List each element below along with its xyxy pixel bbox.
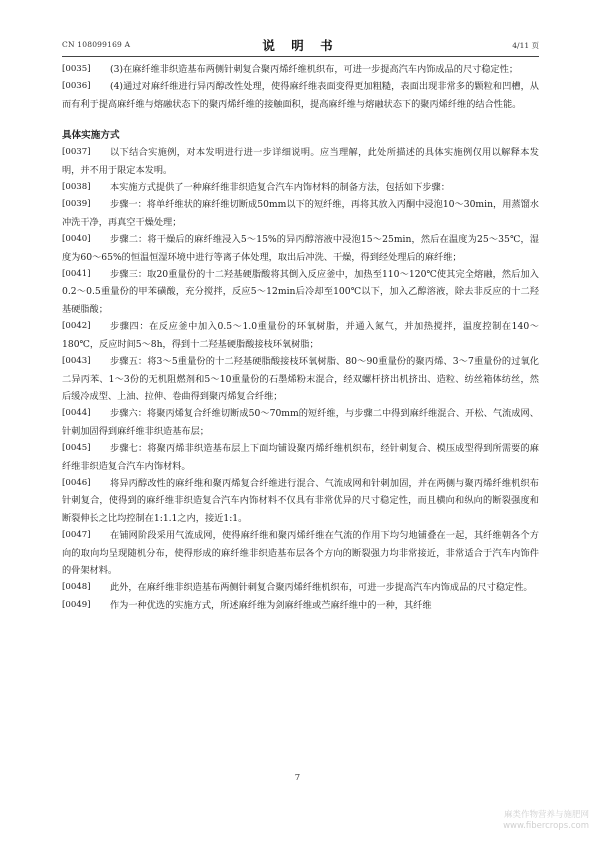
paragraph-text: 步骤一：将单纤维状的麻纤维切断成50mm以下的短纤维，再将其放入丙酮中浸泡10～30min，用蒸馏水冲洗干净，再真空干燥处理； (62, 199, 539, 228)
patent-number: CN 108099169 A (62, 40, 131, 49)
paragraph-0043 (62, 353, 539, 405)
paragraph-text: 步骤五：将3～5重量份的十二羟基硬脂酸接枝环氧树脂、80～90重量份的聚丙烯、3～7重量份的过氧化二异丙苯、1～3份的无机阻燃剂和5～10重量份的石墨烯粉末混合，经双螺杆挤出机挤出、造粒、纺丝箱体纺丝，然后缓冷成型、上油、拉伸、卷曲得到聚丙烯复合纤维； (62, 356, 539, 402)
paragraph-0047 (62, 527, 539, 579)
paragraph-text: (3)在麻纤维非织造基布两侧针刺复合聚丙烯纤维机织布，可进一步提高汽车内饰成品的尺寸稳定性； (110, 64, 519, 75)
section-title: 具体实施方式 (62, 130, 120, 142)
paragraph-number: [0035] (62, 64, 91, 74)
paragraph-number: [0042] (62, 321, 91, 332)
paragraph-number: [0048] (62, 582, 91, 593)
paragraph-number: [0040] (62, 234, 91, 245)
paragraph-text: 步骤六：将聚丙烯复合纤维切断成50～70mm的短纤维，与步骤二中得到麻纤维混合、开松、气流成网、针刺加固得到麻纤维非织造基布层； (62, 408, 539, 437)
paragraph-text: (4)通过对麻纤维进行异丙醇改性处理，使得麻纤维表面变得更加粗糙，表面出现非常多的颗粒和凹槽，从而有利于提高麻纤维与熔融状态下的聚丙烯纤维的接触面积，提高麻纤维与熔融状态下的聚丙烯纤维的结合性能。 (62, 81, 539, 110)
paragraph-0038 (62, 179, 539, 196)
section-gap (62, 113, 539, 127)
paragraph-text: 步骤三：取20重量份的十二羟基硬脂酸将其倒入反应釜中，加热至110～120℃使其完全熔融，然后加入0.2～0.5重量份的甲苯磺酸，充分搅拌，反应5～12min后冷却至100℃以下，加入乙醇溶液，除去非反应的十二羟基硬脂酸； (62, 269, 539, 315)
paragraph-number: [0049] (62, 599, 91, 610)
paragraph-text: 步骤四：在反应釜中加入0.5～1.0重量份的环氧树脂，并通入氮气，并加热搅拌，温度控制在140～180℃，反应时间5～8h，得到十二羟基硬脂酸接枝环氧树脂； (62, 321, 539, 350)
paragraph-number: [0036] (62, 81, 91, 92)
paragraph-0049 (62, 597, 539, 614)
paragraph-0040 (62, 231, 539, 266)
watermark-site-name: 麻类作物营养与施肥网 (503, 810, 589, 820)
paragraph-number: [0044] (62, 408, 91, 419)
watermark (503, 810, 589, 832)
paragraph-text: 此外，在麻纤维非织造基布两侧针刺复合聚丙烯纤维机织布，可进一步提高汽车内饰成品的尺寸稳定性。 (110, 582, 533, 594)
document-body (62, 61, 539, 614)
paragraph-text: 在铺网阶段采用气流成网，使得麻纤维和聚丙烯纤维在气流的作用下均匀地铺叠在一起，其纤维朝各个方向的取向均呈现随机分布，使得形成的麻纤维非织造基布层各个方向的断裂强力均非常接近，非常适合于汽车内饰件的骨架材料。 (62, 530, 539, 576)
paragraph-number: [0046] (62, 477, 91, 488)
page-header (62, 36, 539, 53)
paragraph-number: [0041] (62, 269, 91, 280)
paragraph-0046 (62, 475, 539, 527)
header-divider (62, 56, 539, 57)
paragraph-0042 (62, 318, 539, 353)
paragraph-text: 作为一种优选的实施方式，所述麻纤维为剑麻纤维或苎麻纤维中的一种，其纤维 (110, 599, 432, 611)
paragraph-number: [0039] (62, 199, 91, 210)
paragraph-0044 (62, 405, 539, 440)
page-info: 4/11 页 (512, 41, 539, 50)
page-number: 7 (294, 773, 301, 783)
document-title: 说 明 书 (262, 38, 339, 53)
watermark-url: www.fibercrops.com (503, 821, 589, 831)
paragraph-number: [0045] (62, 443, 91, 454)
paragraph-number: [0043] (62, 356, 91, 367)
paragraph-text: 步骤二：将干燥后的麻纤维浸入5～15%的异丙醇溶液中浸泡15～25min，然后在温度为25～35℃，湿度为60～65%的恒温恒湿环境中进行等离子体处理，取出后冲洗、干燥，得到经处理后的麻纤维； (62, 234, 539, 263)
paragraph-text: 将异丙醇改性的麻纤维和聚丙烯复合纤维进行混合、气流成网和针刺加固，并在两侧与聚丙烯纤维机织布针刺复合，使得到的麻纤维非织造复合汽车内饰材料不仅具有非常优异的尺寸稳定性，而且横向和纵向的断裂强度和断裂伸长之比均控制在1:1.1之内，接近1:1。 (62, 477, 539, 524)
paragraph-number: [0037] (62, 147, 91, 158)
paragraph-text: 步骤七：将聚丙烯非织造基布层上下面均铺设聚丙烯纤维机织布，经针刺复合、模压成型得到所需要的麻纤维非织造复合汽车内饰材料。 (62, 443, 539, 472)
paragraph-0045 (62, 440, 539, 475)
paragraph-0041 (62, 266, 539, 318)
paragraph-0035 (62, 61, 539, 78)
paragraph-0037 (62, 144, 539, 179)
paragraph-0048 (62, 579, 539, 596)
paragraph-number: [0047] (62, 530, 91, 541)
paragraph-0039 (62, 196, 539, 231)
paragraph-text: 本实施方式提供了一种麻纤维非织造复合汽车内饰材料的制备方法，包括如下步骤： (110, 182, 450, 194)
paragraph-0036 (62, 78, 539, 113)
paragraph-number: [0038] (62, 182, 91, 193)
paragraph-text: 以下结合实施例，对本发明进行进一步详细说明。应当理解，此处所描述的具体实施例仅用以解释本发明，并不用于限定本发明。 (62, 147, 539, 176)
